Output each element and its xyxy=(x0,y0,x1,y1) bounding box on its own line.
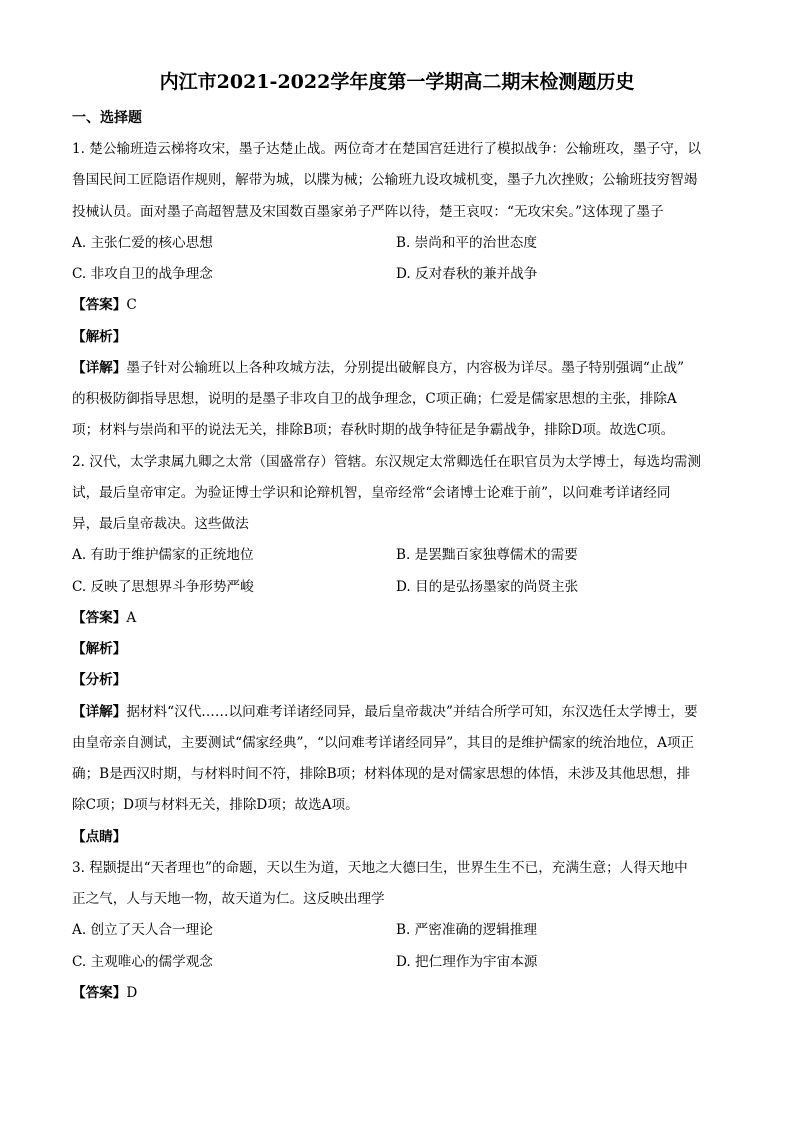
q3-option-b: B. 严密准确的逻辑推理 xyxy=(396,922,537,938)
answer-label: 【答案】 xyxy=(72,610,127,626)
q2-detail-line-2: 由皇帝亲自测试，主要测试“儒家经典”，“以问难考详诸经同异”，其目的是维护儒家的统治地位，A项正 xyxy=(72,735,695,751)
answer-label: 【答案】 xyxy=(72,985,127,1001)
q1-stem-line-2: 鲁国民间工匠隐语作规则，解带为城，以牒为械；公输班九设攻城机变，墨子九次挫败；公输班技穷智竭 xyxy=(72,172,698,188)
analysis-label: 【解析】 xyxy=(72,329,127,345)
fenxi-label: 【分析】 xyxy=(72,672,127,688)
q1-analysis-label xyxy=(72,327,732,347)
q2-stem-line-1: 2. 汉代，太学隶属九卿之太常（国盛常存）管辖。东汉规定太常卿选任在职官员为太学博士，每选均需测 xyxy=(72,454,702,470)
q3-stem-line-1: 3. 程颢提出“天者理也”的命题，天以生为道，天地之大德曰生，世界生生不已，充满生意；人得天地中 xyxy=(72,860,688,876)
q2-analysis-label xyxy=(72,639,732,659)
q1-detail-line-3: 项；材料与崇尚和平的说法无关，排除B项；春秋时期的战争特征是争霸战争，排除D项。故选C项。 xyxy=(72,422,675,438)
q2-stem-line-2: 试，最后皇帝审定。为验证博士学识和论辩机智，皇帝经常“会诸博士论难于前”，以问难考详诸经同 xyxy=(72,485,671,501)
q2-detail-line-3: 确；B是西汉时期，与材料时间不符，排除B项；材料体现的是对儒家思想的体悟，未涉及其他思想，排 xyxy=(72,766,691,782)
q1-stem-line-1: 1. 楚公输班造云梯将攻宋，墨子达楚止战。两位奇才在楚国宫廷进行了模拟战争：公输班攻，墨子守，以 xyxy=(72,141,702,157)
dianjing-label: 【点睛】 xyxy=(72,829,127,845)
q2-detail-line-1 xyxy=(72,702,732,722)
q2-option-c: C. 反映了思想界斗争形势严峻 xyxy=(72,579,254,595)
q1-option-c: C. 非攻自卫的战争理念 xyxy=(72,266,213,282)
answer-value: D xyxy=(126,985,138,1001)
q1-answer xyxy=(72,295,732,315)
detail-label: 【详解】 xyxy=(72,360,127,376)
q1-detail-line-2: 的积极防御指导思想，说明的是墨子非攻自卫的战争理念，C项正确；仁爱是儒家思想的主张，排除A xyxy=(72,391,677,407)
q2-option-b: B. 是罢黜百家独尊儒术的需要 xyxy=(396,547,578,563)
q3-option-d: D. 把仁理作为宇宙本源 xyxy=(396,954,538,970)
q2-option-d: D. 目的是弘扬墨家的尚贤主张 xyxy=(396,579,579,595)
q1-option-d: D. 反对春秋的兼并战争 xyxy=(396,266,538,282)
q3-option-c: C. 主观唯心的儒学观念 xyxy=(72,954,213,970)
detail-text: 墨子针对公输班以上各种攻城方法，分别提出破解良方，内容极为详尽。墨子特别强调“止战” xyxy=(126,360,685,376)
q2-detail-line-4: 除C项；D项与材料无关，排除D项；故选A项。 xyxy=(72,797,359,813)
q3-answer xyxy=(72,983,732,1003)
q3-option-a: A. 创立了天人合一理论 xyxy=(72,922,213,938)
q1-stem-line-3: 投械认员。面对墨子高超智慧及宋国数百墨家弟子严阵以待，楚王哀叹：“无攻宋矣。”这体现了墨子 xyxy=(72,204,664,220)
answer-label: 【答案】 xyxy=(72,297,127,313)
q2-stem-line-3: 异，最后皇帝裁决。这些做法 xyxy=(72,516,249,532)
q3-stem-line-2: 正之气，人与天地一物，故天道为仁。这反映出理学 xyxy=(72,891,385,907)
q2-fenxi-label xyxy=(72,670,732,690)
answer-value: C xyxy=(126,297,137,313)
section-heading: 一、选择题 xyxy=(72,110,142,126)
page-title: 内江市2021-2022学年度第一学期高二期末检测题历史 xyxy=(159,71,635,93)
q2-dianjing-label xyxy=(72,827,732,847)
q1-option-a: A. 主张仁爱的核心思想 xyxy=(72,235,213,251)
answer-value: A xyxy=(126,610,137,626)
q1-option-b: B. 崇尚和平的治世态度 xyxy=(396,235,537,251)
detail-text: 据材料“汉代……以问难考详诸经同异，最后皇帝裁决”并结合所学可知，东汉选任太学博士，要 xyxy=(126,704,698,720)
q1-detail-line-1 xyxy=(72,358,732,378)
analysis-label: 【解析】 xyxy=(72,641,127,657)
q2-option-a: A. 有助于维护儒家的正统地位 xyxy=(72,547,254,563)
detail-label: 【详解】 xyxy=(72,704,127,720)
q2-answer xyxy=(72,608,732,628)
